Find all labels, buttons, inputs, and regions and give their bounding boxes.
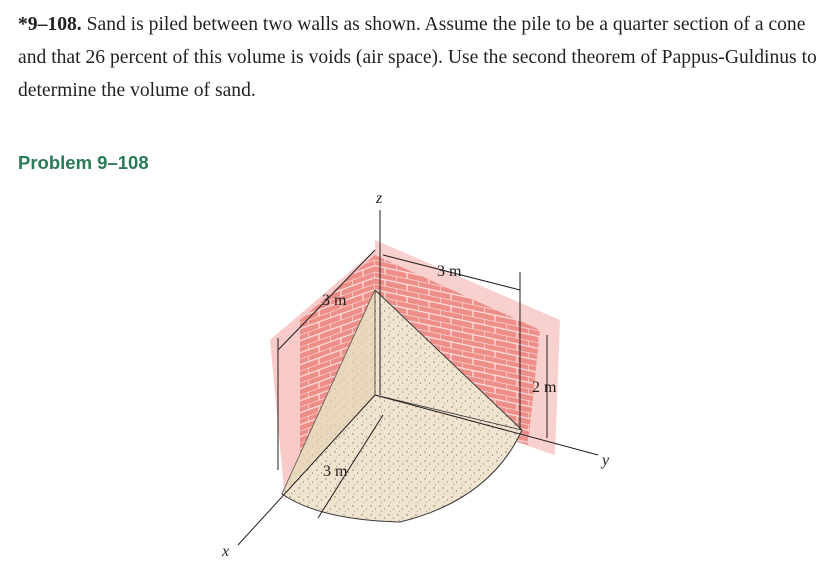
problem-number: *9–108. bbox=[18, 14, 82, 35]
dim-top-label: 3 m bbox=[437, 263, 462, 280]
axis-x-label: x bbox=[222, 543, 230, 560]
dim-bottom-label: 3 m bbox=[323, 463, 348, 480]
problem-body: Sand is piled between two walls as shown. Assume the pile to be a quarter section of a cone and that 26 percent of this volume is voids (air space). Use the second theorem of Pappus-Guldinus to determine the volume of sand. bbox=[18, 14, 817, 101]
axis-z-label: z bbox=[376, 190, 383, 207]
dim-right-label: 2 m bbox=[532, 379, 557, 396]
axis-y-label: y bbox=[602, 452, 610, 469]
dim-left-label: 3 m bbox=[322, 292, 347, 309]
problem-label: Problem 9–108 bbox=[18, 152, 149, 173]
